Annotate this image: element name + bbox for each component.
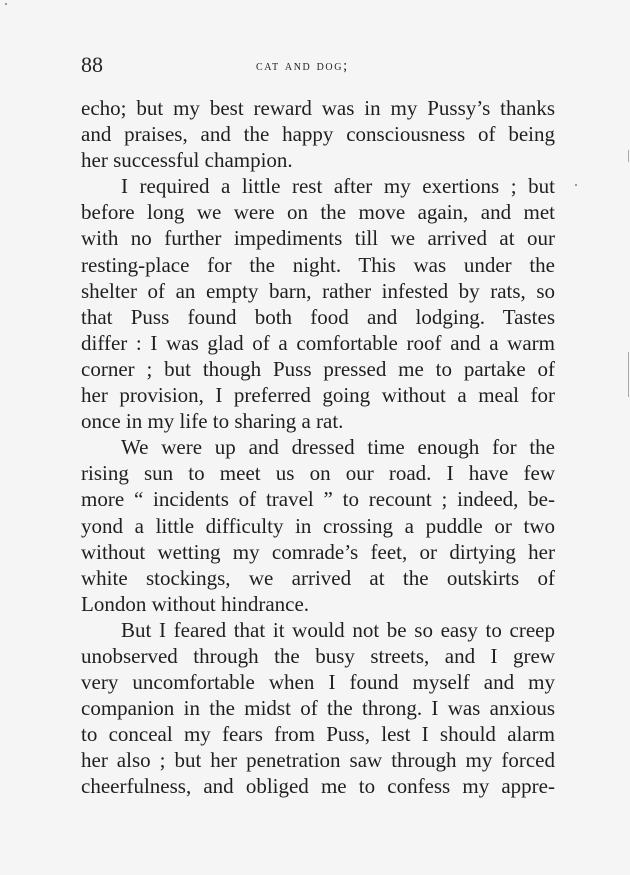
running-title: cat and dog; [256,58,349,74]
text-line: resting-place for the night. This was under the [81,252,555,277]
text-line: yond a little difficulty in crossing a puddle or two [81,513,555,538]
text-line: But I feared that it would not be so easy to creep [121,617,555,642]
text-line: once in my life to sharing a rat. [81,409,344,434]
text-line: more “ incidents of travel ” to recount ; indeed, be- [81,487,555,512]
text-line: differ : I was glad of a comfortable roof and a warm [81,330,555,355]
text-line: corner ; but though Puss pressed me to partake of [81,356,555,381]
text-line: with no further impediments till we arrived at our [81,226,555,251]
page-header [81,52,557,78]
text-line: rising sun to meet us on our road. I have few [81,461,555,486]
text-line: to conceal my fears from Puss, lest I should alarm [81,722,555,747]
text-line: We were up and dressed time enough for the [121,435,555,460]
text-line: that Puss found both food and lodging. Tastes [81,304,555,329]
paragraph [81,617,555,800]
paragraph [81,434,555,617]
text-line: very uncomfortable when I found myself and my [81,670,555,695]
text-line: cheerfulness, and obliged me to confess my appre- [81,774,555,799]
text-line: I required a little rest after my exertions ; but [121,174,555,199]
text-line: her also ; but her penetration saw through my forced [81,748,555,773]
page-number: 88 [81,52,103,77]
text-line: and praises, and the happy consciousness of being [81,122,555,147]
text-line: companion in the midst of the throng. I was anxious [81,696,555,721]
text-line: echo; but my best reward was in my Pussy’s thanks [81,96,555,120]
scan-artifact-mark [628,352,629,397]
text-line: her provision, I preferred going without a meal for [81,383,555,408]
paragraph [81,173,555,434]
paragraph [81,95,555,173]
text-line: white stockings, we arrived at the outskirts of [81,565,555,590]
text-line: before long we were on the move again, and met [81,200,555,225]
text-line: her successful champion. [81,148,293,173]
scan-artifact-speck [5,3,7,5]
text-line: London without hindrance. [81,591,310,616]
scan-artifact-mark [628,150,629,162]
scan-artifact-speck [575,184,577,186]
text-line: without wetting my comrade’s feet, or dirtying her [81,539,555,564]
body-text [81,95,555,800]
text-line: unobserved through the busy streets, and I grew [81,643,555,668]
text-line: shelter of an empty barn, rather infested by rats, so [81,278,555,303]
